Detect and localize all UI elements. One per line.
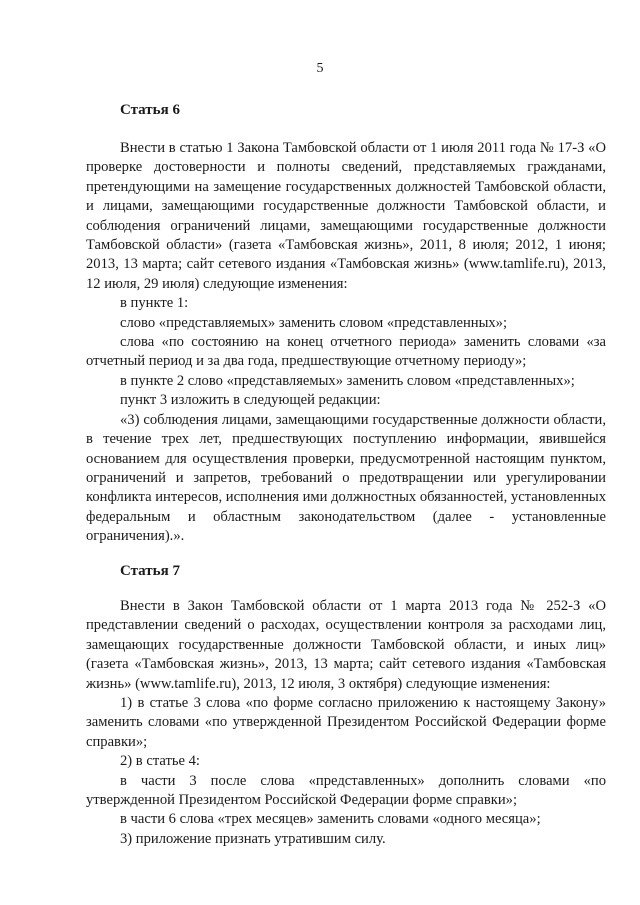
article-7-paragraph-item: 1) в статье 3 слова «по форме согласно приложению к настоящему Закону» заменить словами «по утвержденной Президентом Российской Федерации форме справки»;	[86, 695, 606, 750]
article-6-paragraph-item: пункт 3 изложить в следующей редакции:	[120, 392, 381, 409]
article-7-paragraph-item: 2) в статье 4:	[120, 753, 200, 770]
article-6-paragraph-item: в пункте 1:	[120, 295, 189, 312]
article-6-body	[86, 139, 606, 547]
article-6-paragraph-item: слово «представляемых» заменить словом «представленных»;	[120, 314, 508, 331]
article-7-paragraph-item: в части 3 после слова «представленных» дополнить словами «по утвержденной Президентом Российской Федерации форме справки»;	[86, 772, 606, 809]
article-7-paragraph-item: 3) приложение признать утратившим силу.	[120, 830, 386, 847]
article-6-heading: Статья 6	[120, 102, 180, 118]
article-6-paragraph-item: в пункте 2 слово «представляемых» заменить словом «представленных»;	[120, 372, 575, 389]
article-7-paragraph-intro: Внести в Закон Тамбовской области от 1 марта 2013 года № 252-З «О представлении сведений о расходах, осуществлении контроля за расходами лиц, замещающих государственные должности Тамбовской области, и иных лиц» (газета «Тамбовская жизнь», 2013, 13 марта; сайт сетевого издания «Тамбовская жизнь» (www.tamlife.ru), 2013, 12 июля, 3 октября) следующие изменения:	[86, 598, 606, 692]
article-6-paragraph-intro: Внести в статью 1 Закона Тамбовской области от 1 июля 2011 года № 17-З «О проверке достоверности и полноты сведений, представляемых гражданами, претендующими на замещение государственных должностей Тамбовской области, и лицами, замещающими государственные должности Тамбовской области, и соблюдения ограничений лицами, замещающими государственные должности Тамбовской области» (газета «Тамбовская жизнь», 2011, 8 июля; 2012, 1 июня; 2013, 13 марта; сайт сетевого издания «Тамбовская жизнь» (www.tamlife.ru), 2013, 12 июля, 29 июля) следующие изменения:	[86, 140, 606, 292]
article-6-paragraph-item: слова «по состоянию на конец отчетного периода» заменить словами «за отчетный период и за два года, предшествующие отчетному периоду»;	[86, 334, 606, 370]
article-7-paragraph-item: в части 6 слова «трех месяцев» заменить словами «одного месяца»;	[120, 811, 541, 828]
article-7-heading: Статья 7	[120, 563, 180, 579]
article-7-body	[86, 597, 606, 849]
page-number: 5	[316, 61, 324, 76]
article-6-paragraph-quote: «3) соблюдения лицами, замещающими государственные должности области, в течение трех лет, предшествующих поступлению информации, явившейся основанием для осуществления проверки, предусмотренной настоящим пунктом, ограничений и запретов, требований о предотвращении или урегулировании конфликта интересов, исполнения ими должностных обязанностей, установленных федеральным и областным законодательством (далее - установленные ограничения).».	[86, 411, 606, 545]
